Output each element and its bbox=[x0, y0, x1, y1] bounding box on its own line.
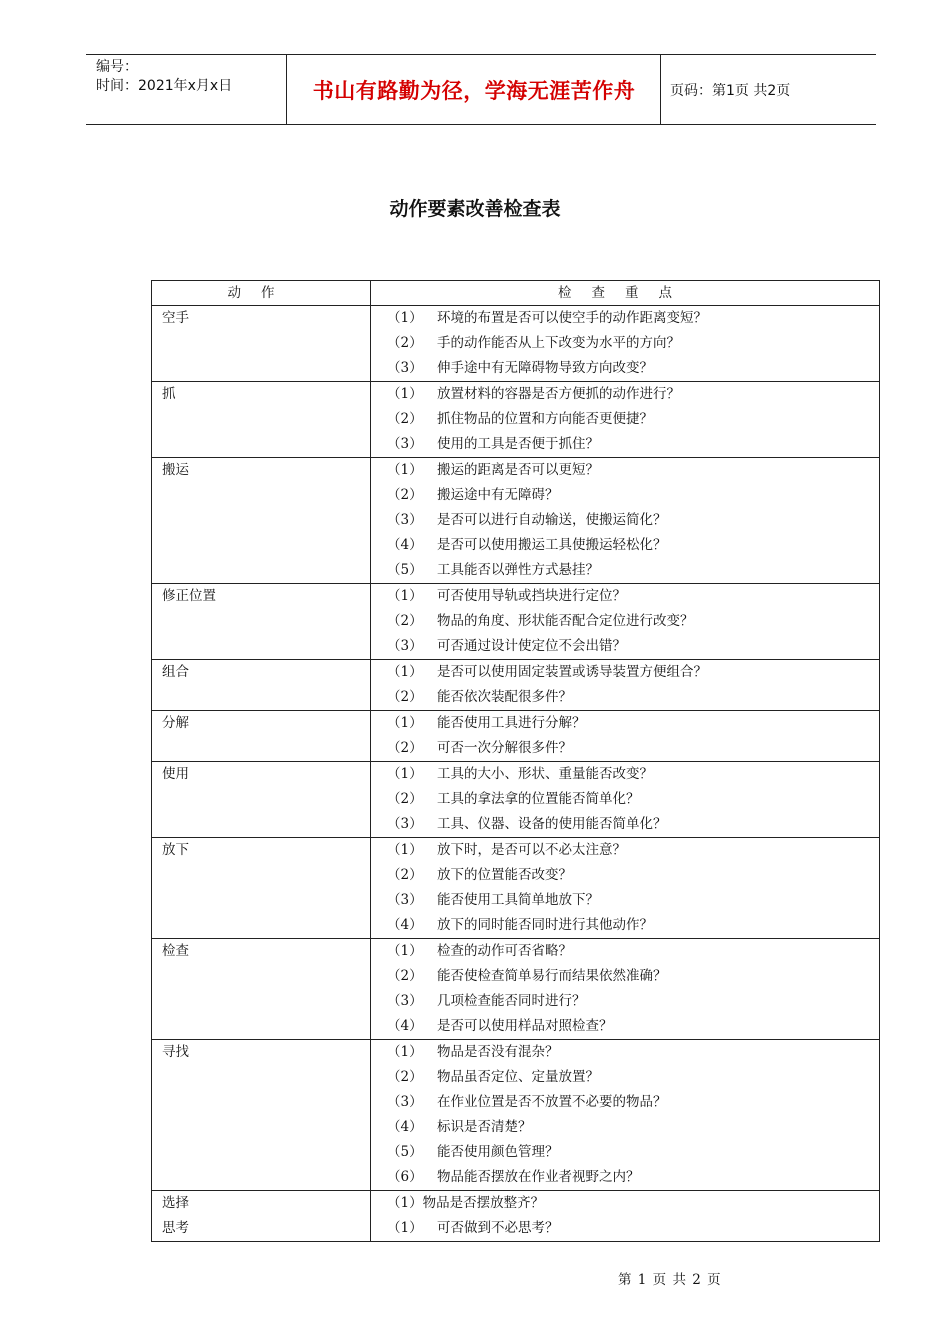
checkpoint-number: （3） bbox=[387, 436, 423, 452]
action-label: 抓 bbox=[162, 386, 176, 402]
table-row bbox=[152, 1040, 880, 1191]
checkpoint-item bbox=[387, 736, 879, 761]
checkpoints-cell bbox=[371, 458, 880, 584]
checkpoint-item bbox=[387, 1115, 879, 1140]
checkpoint-text: 可否通过设计使定位不会出错？ bbox=[437, 638, 626, 654]
document-title: 动作要素改善检查表 bbox=[389, 198, 561, 220]
checkpoint-number: （2） bbox=[387, 613, 423, 629]
checkpoint-item: （1）物品是否摆放整齐？ bbox=[387, 1195, 545, 1211]
column-header-action: 动作 bbox=[152, 281, 371, 306]
checkpoint-number: （1） bbox=[387, 842, 423, 858]
checkpoint-text: 环境的布置是否可以使空手的动作距离变短？ bbox=[437, 310, 707, 326]
checkpoint-item bbox=[387, 863, 879, 888]
checkpoint-text: 标识是否清楚？ bbox=[437, 1119, 532, 1135]
checkpoint-text: 能否使检查简单易行而结果依然准确？ bbox=[437, 968, 667, 984]
checkpoint-text: 检查的动作可否省略？ bbox=[437, 943, 572, 959]
action-cell bbox=[152, 584, 371, 660]
checkpoint-text: 搬运的距离是否可以更短？ bbox=[437, 462, 599, 478]
checkpoint-number: （3） bbox=[387, 1094, 423, 1110]
checkpoint-number: （2） bbox=[387, 867, 423, 883]
checkpoint-item bbox=[387, 1014, 879, 1039]
checkpoint-text: 能否依次装配很多件？ bbox=[437, 689, 572, 705]
document-number-label: 编号： bbox=[96, 59, 138, 75]
checkpoint-item bbox=[387, 458, 879, 483]
checkpoint-number: （4） bbox=[387, 1119, 423, 1135]
checkpoint-item bbox=[387, 533, 879, 558]
checkpoint-text: 使用的工具是否便于抓住？ bbox=[437, 436, 599, 452]
checkpoint-text: 物品是否没有混杂？ bbox=[437, 1044, 559, 1060]
action-cell bbox=[152, 660, 371, 711]
checkpoint-text: 工具能否以弹性方式悬挂？ bbox=[437, 562, 599, 578]
checkpoint-number: （5） bbox=[387, 562, 423, 578]
action-label: 检查 bbox=[162, 943, 189, 959]
checkpoint-number: （3） bbox=[387, 816, 423, 832]
checkpoint-number: （1） bbox=[387, 1044, 423, 1060]
checkpoint-item bbox=[387, 331, 879, 356]
checkpoint-item bbox=[387, 1090, 879, 1115]
checkpoint-item bbox=[387, 558, 879, 583]
table-row-last bbox=[152, 1191, 880, 1242]
checkpoint-item bbox=[387, 382, 879, 407]
checkpoint-number: （3） bbox=[387, 512, 423, 528]
table-row bbox=[152, 660, 880, 711]
table-header-row bbox=[152, 281, 880, 306]
checkpoint-text: 抓住物品的位置和方向能否更便捷？ bbox=[437, 411, 653, 427]
checkpoint-item bbox=[387, 1216, 879, 1241]
checkpoint-number: （1） bbox=[387, 386, 423, 402]
checkpoint-number: （1） bbox=[387, 1220, 423, 1236]
table-row bbox=[152, 306, 880, 382]
checkpoint-item bbox=[387, 762, 879, 787]
checkpoints-cell bbox=[371, 711, 880, 762]
action-label: 搬运 bbox=[162, 462, 189, 478]
checkpoints-cell bbox=[371, 660, 880, 711]
page-header bbox=[86, 54, 876, 125]
checkpoint-text: 是否可以进行自动输送，使搬运简化？ bbox=[437, 512, 667, 528]
checkpoint-text: 放下的同时能否同时进行其他动作？ bbox=[437, 917, 653, 933]
checkpoint-number: （3） bbox=[387, 638, 423, 654]
checkpoints-cell bbox=[371, 1040, 880, 1191]
checkpoints-cell bbox=[371, 1191, 880, 1242]
checkpoint-item bbox=[387, 1140, 879, 1165]
action-label: 放下 bbox=[162, 842, 189, 858]
checkpoint-item bbox=[387, 1065, 879, 1090]
checkpoint-item bbox=[387, 356, 879, 381]
checkpoint-text: 放置材料的容器是否方便抓的动作进行？ bbox=[437, 386, 680, 402]
checkpoint-number: （6） bbox=[387, 1169, 423, 1185]
action-label: 分解 bbox=[162, 715, 189, 731]
checkpoint-number: （2） bbox=[387, 968, 423, 984]
checkpoint-text: 可否一次分解很多件？ bbox=[437, 740, 572, 756]
checkpoint-text: 可否使用导轨或挡块进行定位？ bbox=[437, 588, 626, 604]
checkpoint-item bbox=[387, 306, 879, 331]
table-row bbox=[152, 939, 880, 1040]
checkpoint-text: 能否使用工具进行分解？ bbox=[437, 715, 586, 731]
action-label: 寻找 bbox=[162, 1044, 189, 1060]
header-meta bbox=[96, 58, 232, 96]
action-label: 思考 bbox=[162, 1220, 189, 1236]
checkpoint-text: 物品的角度、形状能否配合定位进行改变？ bbox=[437, 613, 694, 629]
header-motto: 书山有路勤为径，学海无涯苦作舟 bbox=[312, 78, 636, 103]
checkpoint-text: 放下的位置能否改变？ bbox=[437, 867, 572, 883]
table-row bbox=[152, 762, 880, 838]
column-header-checkpoints: 检查重点 bbox=[371, 281, 880, 306]
checkpoint-item bbox=[387, 584, 879, 609]
checkpoint-item bbox=[387, 812, 879, 837]
checkpoint-item bbox=[387, 634, 879, 659]
checkpoint-item bbox=[387, 508, 879, 533]
checkpoints-cell bbox=[371, 762, 880, 838]
checkpoint-number: （2） bbox=[387, 1069, 423, 1085]
action-label: 空手 bbox=[162, 310, 189, 326]
checkpoint-number: （5） bbox=[387, 1144, 423, 1160]
checkpoint-text: 是否可以使用搬运工具使搬运轻松化？ bbox=[437, 537, 667, 553]
checkpoint-item bbox=[387, 939, 879, 964]
table-row bbox=[152, 584, 880, 660]
checkpoint-text: 放下时，是否可以不必太注意？ bbox=[437, 842, 626, 858]
checkpoint-text: 手的动作能否从上下改变为水平的方向？ bbox=[437, 335, 680, 351]
checkpoint-number: （2） bbox=[387, 411, 423, 427]
checkpoint-item bbox=[387, 1040, 879, 1065]
checkpoints-cell bbox=[371, 306, 880, 382]
action-label: 修正位置 bbox=[162, 588, 216, 604]
page-footer: 第 1 页 共 2 页 bbox=[618, 1272, 722, 1288]
checkpoint-text: 是否可以使用固定装置或诱导装置方便组合？ bbox=[437, 664, 707, 680]
header-page-label: 页码：第1页 共2页 bbox=[670, 82, 791, 99]
checkpoint-text: 是否可以使用样品对照检查？ bbox=[437, 1018, 613, 1034]
table-body bbox=[152, 306, 880, 1191]
checkpoint-item bbox=[387, 483, 879, 508]
checkpoint-text: 能否使用颜色管理？ bbox=[437, 1144, 559, 1160]
checkpoint-text: 能否使用工具简单地放下？ bbox=[437, 892, 599, 908]
action-cell bbox=[152, 1040, 371, 1191]
checkpoints-cell bbox=[371, 838, 880, 939]
checkpoint-number: （2） bbox=[387, 335, 423, 351]
checkpoint-number: （1） bbox=[387, 943, 423, 959]
checkpoint-item bbox=[387, 888, 879, 913]
action-cell bbox=[152, 382, 371, 458]
checkpoint-item bbox=[387, 407, 879, 432]
checkpoint-number: （2） bbox=[387, 740, 423, 756]
action-cell bbox=[152, 1191, 371, 1242]
checkpoint-text: 物品虽否定位、定量放置？ bbox=[437, 1069, 599, 1085]
checkpoint-number: （1） bbox=[387, 715, 423, 731]
checkpoint-number: （1） bbox=[387, 766, 423, 782]
checkpoint-text: 工具的大小、形状、重量能否改变？ bbox=[437, 766, 653, 782]
checkpoint-item bbox=[387, 787, 879, 812]
checkpoint-number: （3） bbox=[387, 360, 423, 376]
checkpoint-item bbox=[387, 711, 879, 736]
checkpoint-number: （2） bbox=[387, 487, 423, 503]
checkpoint-number: （2） bbox=[387, 791, 423, 807]
checkpoint-item bbox=[387, 660, 879, 685]
checkpoint-number: （1） bbox=[387, 588, 423, 604]
checkpoints-cell bbox=[371, 939, 880, 1040]
checkpoint-item bbox=[387, 989, 879, 1014]
checkpoint-number: （4） bbox=[387, 537, 423, 553]
checkpoint-number: （4） bbox=[387, 917, 423, 933]
action-label: 选择 bbox=[162, 1195, 189, 1211]
checkpoint-text: 工具、仪器、设备的使用能否简单化？ bbox=[437, 816, 667, 832]
checkpoint-text: 几项检查能否同时进行？ bbox=[437, 993, 586, 1009]
checkpoint-item bbox=[387, 685, 879, 710]
checkpoint-text: 搬运途中有无障碍？ bbox=[437, 487, 559, 503]
checkpoint-item bbox=[387, 964, 879, 989]
checklist-table bbox=[151, 280, 880, 1242]
checkpoint-item bbox=[387, 1165, 879, 1190]
checkpoints-cell bbox=[371, 584, 880, 660]
checkpoint-item bbox=[387, 913, 879, 938]
checkpoint-item bbox=[387, 432, 879, 457]
action-cell bbox=[152, 458, 371, 584]
checkpoint-number: （1） bbox=[387, 664, 423, 680]
checkpoint-text: 可否做到不必思考？ bbox=[437, 1220, 559, 1236]
action-cell bbox=[152, 306, 371, 382]
action-cell bbox=[152, 939, 371, 1040]
action-label: 使用 bbox=[162, 766, 189, 782]
checkpoint-text: 工具的拿法拿的位置能否简单化？ bbox=[437, 791, 640, 807]
checkpoint-number: （3） bbox=[387, 993, 423, 1009]
checkpoints-cell bbox=[371, 382, 880, 458]
checkpoint-text: 物品能否摆放在作业者视野之内？ bbox=[437, 1169, 640, 1185]
checkpoint-item bbox=[387, 609, 879, 634]
checkpoint-number: （1） bbox=[387, 310, 423, 326]
checkpoint-text: 伸手途中有无障碍物导致方向改变？ bbox=[437, 360, 653, 376]
checkpoint-item bbox=[387, 838, 879, 863]
action-cell bbox=[152, 762, 371, 838]
checkpoint-text: 在作业位置是否不放置不必要的物品？ bbox=[437, 1094, 667, 1110]
document-time-label: 时间：2021年x月x日 bbox=[96, 78, 233, 94]
action-cell bbox=[152, 711, 371, 762]
checkpoint-number: （2） bbox=[387, 689, 423, 705]
checkpoint-number: （3） bbox=[387, 892, 423, 908]
checkpoint-number: （4） bbox=[387, 1018, 423, 1034]
table-row bbox=[152, 458, 880, 584]
table-row bbox=[152, 382, 880, 458]
table-row bbox=[152, 711, 880, 762]
table-row bbox=[152, 838, 880, 939]
checkpoint-number: （1） bbox=[387, 462, 423, 478]
action-cell bbox=[152, 838, 371, 939]
action-label: 组合 bbox=[162, 664, 189, 680]
